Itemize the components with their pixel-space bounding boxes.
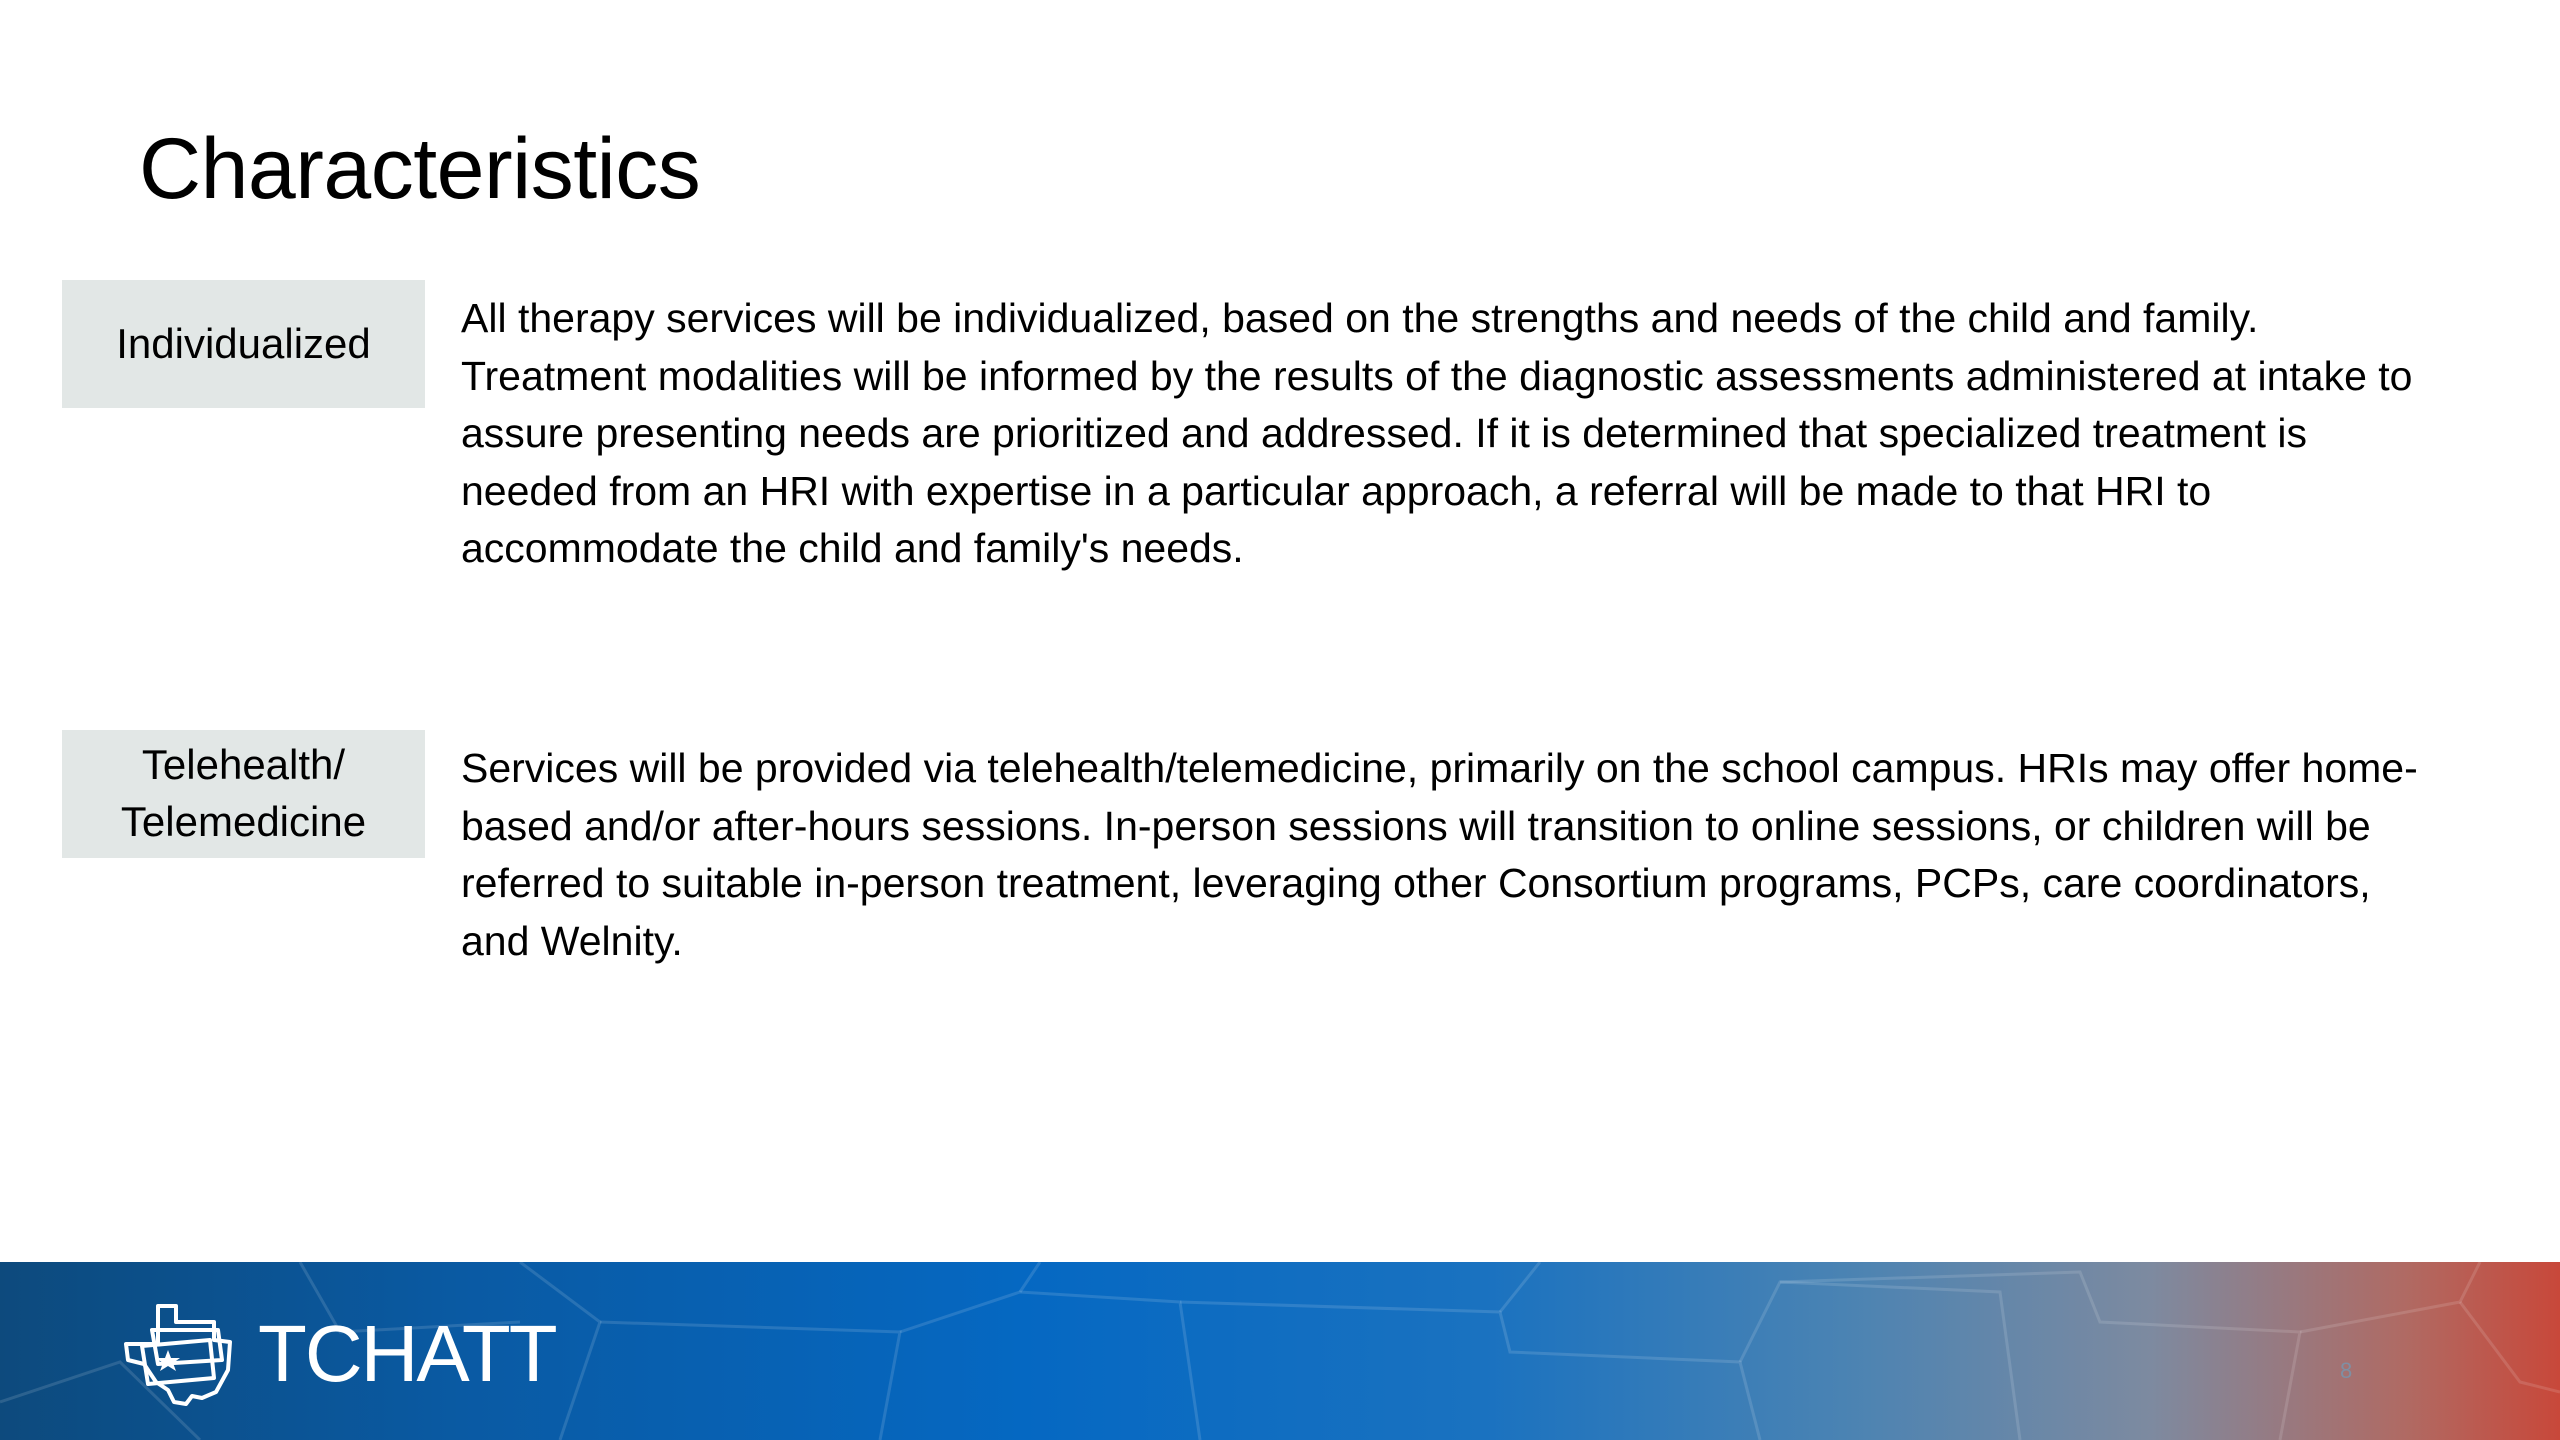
characteristic-description: All therapy services will be individualized, based on the strengths and needs of the child and family. Treatment modalities will be informed by the results of the diagnostic assessments administered at intake to assure presenting needs are prioritized and addressed. If it is determined that specialized treatment is needed from an HRI with expertise in a particular approach, a referral will be made to that HRI to accommodate the child and family's needs. <box>461 295 2413 571</box>
characteristic-label-text: Individualized <box>116 319 371 367</box>
characteristic-label-line: Telehealth/ <box>141 741 346 789</box>
texas-map-star-icon <box>118 1300 238 1410</box>
brand-wordmark: TCHATT <box>258 1309 556 1398</box>
slide-title: Characteristics <box>139 121 701 217</box>
page-number: 8 <box>2340 1358 2353 1383</box>
characteristic-label-line: Telemedicine <box>120 798 367 845</box>
characteristic-label <box>62 730 425 858</box>
characteristic-label <box>62 280 425 408</box>
characteristic-description: Services will be provided via telehealth/telemedicine, primarily on the school campus. HRIs may offer home-based and/or after-hours sessions. In-person sessions will transition to online sessions, or children will be referred to suitable in-person treatment, leveraging other Consortium programs, PCPs, care coordinators, and Welnity. <box>461 745 2418 964</box>
tchatt-logo <box>118 1300 578 1410</box>
